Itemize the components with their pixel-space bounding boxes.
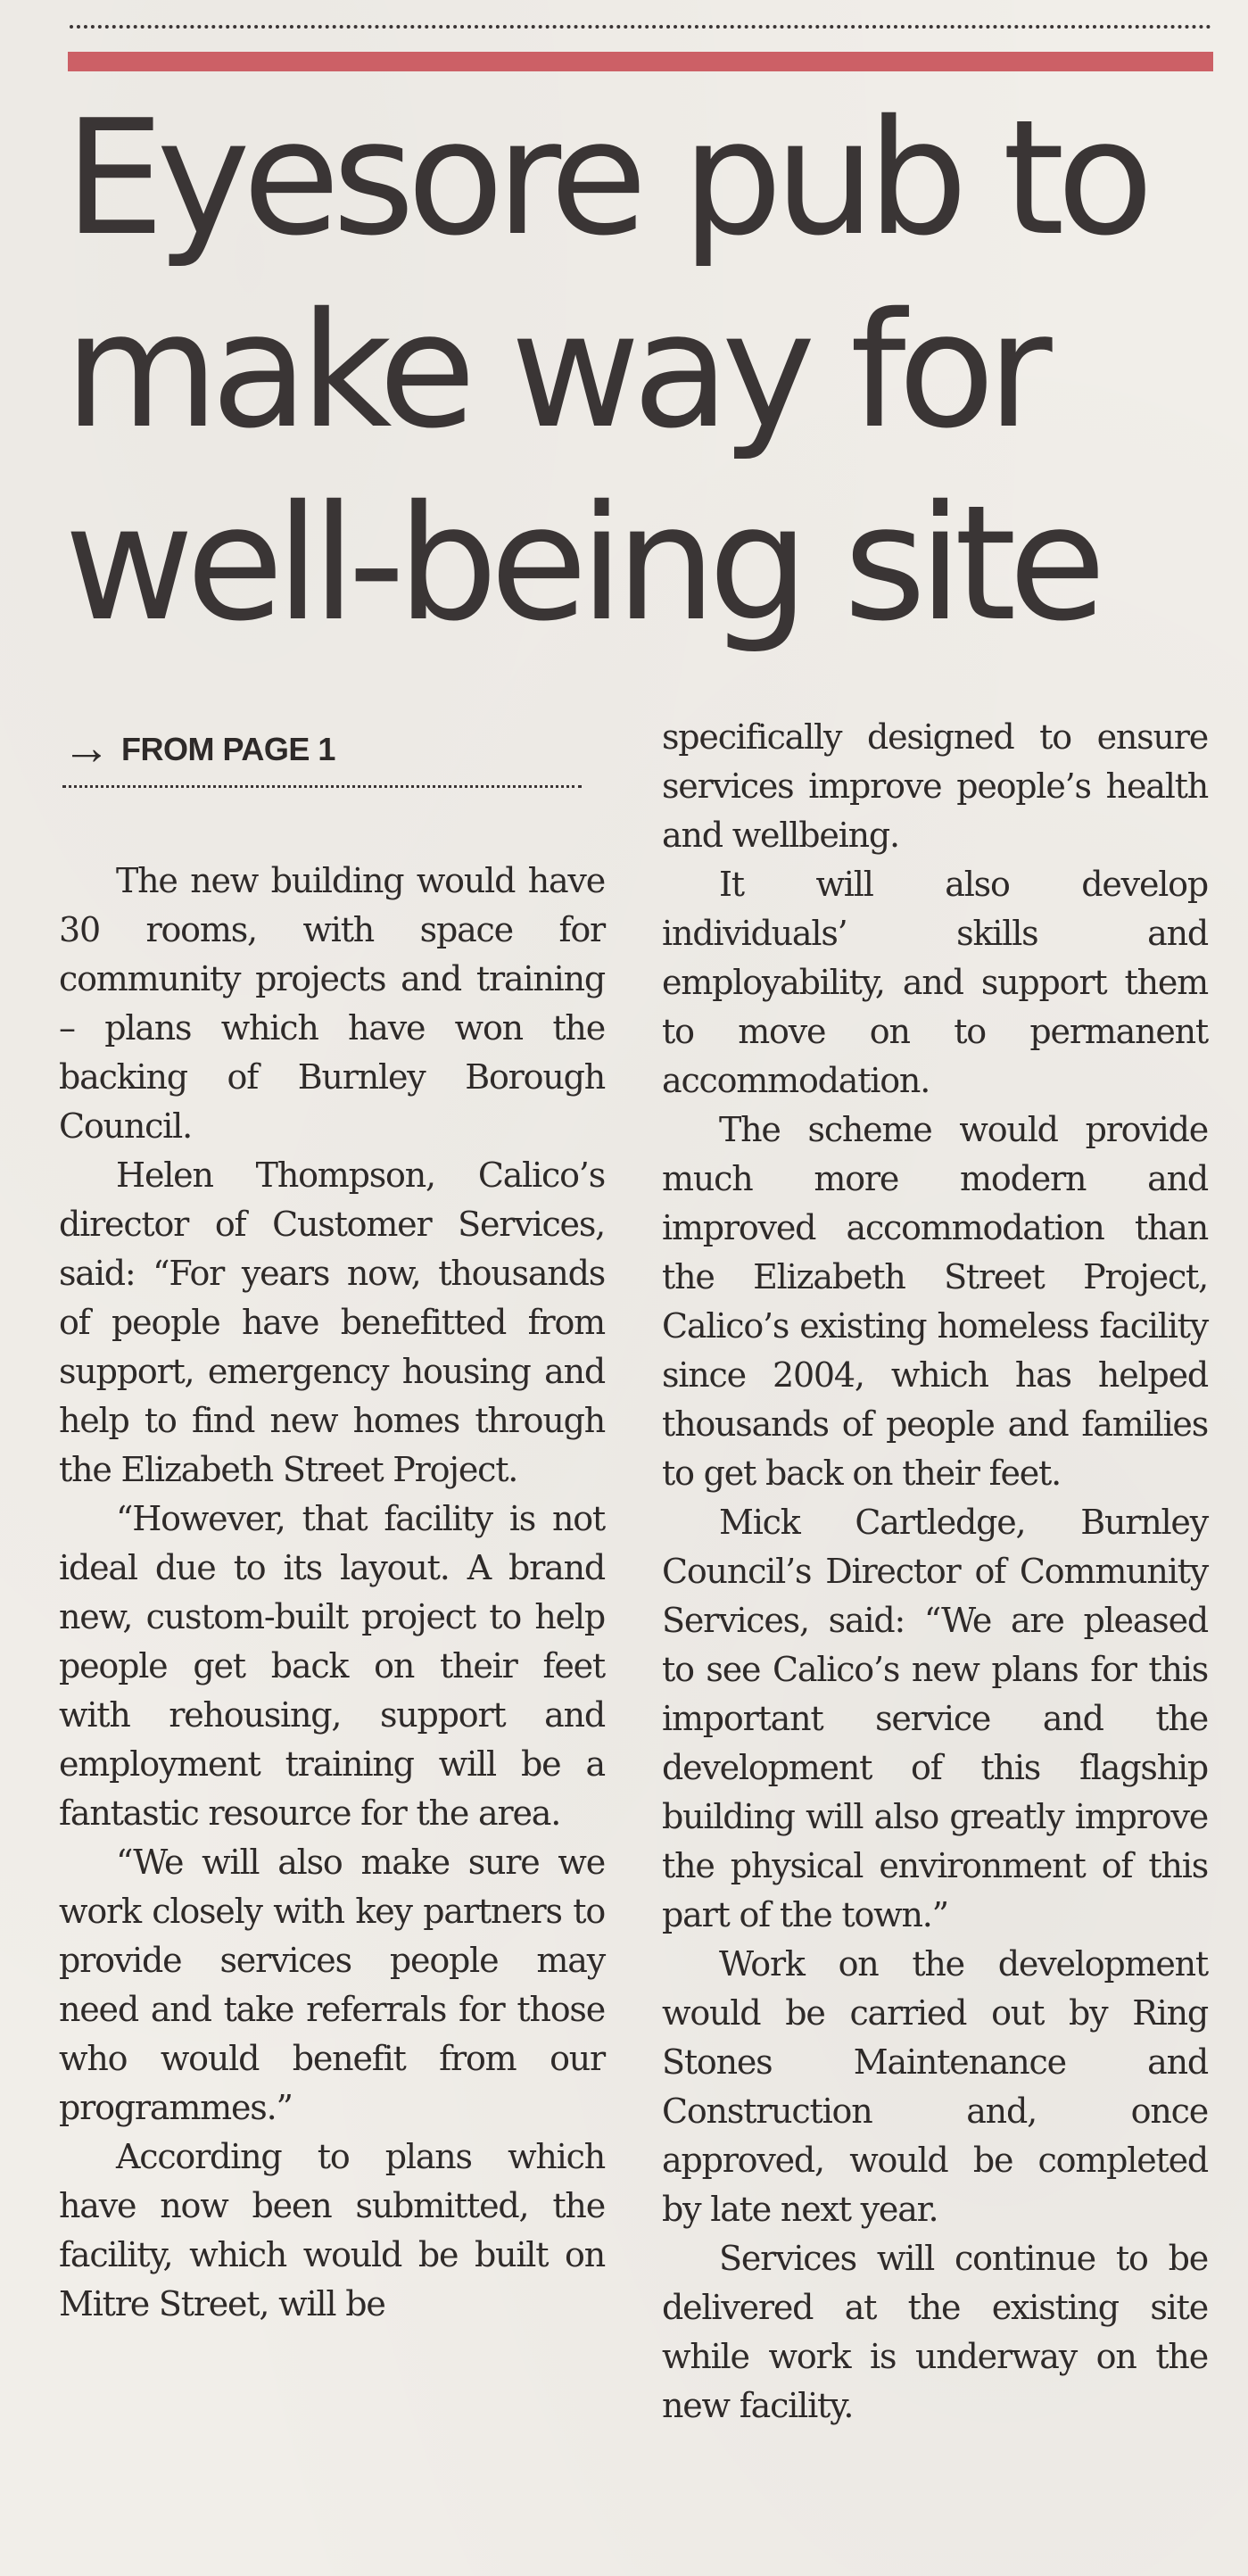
headline-line: make way for xyxy=(64,278,1045,463)
headline-line: well-being site xyxy=(64,471,1099,656)
paragraph: “However, that facility is not ideal due to its layout. A brand new, custom-built project to help people get back on their feet with rehousing, support and employment training will be a fantastic resource for the area. xyxy=(59,1499,605,1833)
paragraph: Mick Cartledge, Burnley Council’s Director of Community Services, said: “We are pleased to see Calico’s new plans for this important service and the development of this flagship building will also greatly improve the physical environment of this part of the town.” xyxy=(662,1503,1208,1934)
dotted-divider xyxy=(70,25,1211,29)
red-rule xyxy=(68,52,1213,71)
paragraph: specifically designed to ensure services improve people’s health and wellbeing. xyxy=(662,717,1208,855)
headline xyxy=(64,82,1224,660)
paragraph: According to plans which have now been submitted, the facility, which would be built on Mitre Street, will be xyxy=(59,2137,605,2323)
paragraph: The new building would have 30 rooms, with space for community projects and training – plans which have won the backing of Burnley Borough Council. xyxy=(59,861,605,1146)
continued-from-kicker xyxy=(62,721,582,788)
paragraph: “We will also make sure we work closely with key partners to provide services people may need and take referrals for those who would benefit from our programmes.” xyxy=(59,1843,605,2127)
left-column xyxy=(59,857,605,2329)
right-column xyxy=(662,713,1208,2431)
paragraph: The scheme would provide much more modern and improved accommodation than the Elizabeth Street Project, Calico’s existing homeless facility since 2004, which has helped thousands of people and families to get back on their feet. xyxy=(662,1110,1208,1493)
paragraph: Work on the development would be carried out by Ring Stones Maintenance and Construction and, once approved, would be completed by late next year. xyxy=(662,1944,1208,2229)
arrow-right-icon: → xyxy=(62,721,111,774)
headline-line: Eyesore pub to xyxy=(64,86,1146,270)
paragraph: Helen Thompson, Calico’s director of Customer Services, said: “For years now, thousands of people have benefitted from support, emergency housing and help to find new homes through the Elizabeth Street Project. xyxy=(59,1155,605,1489)
paragraph: It will also develop individuals’ skills and employability, and support them to move on to permanent accommodation. xyxy=(662,865,1208,1100)
kicker-label: FROM PAGE 1 xyxy=(121,731,335,767)
paragraph: Services will continue to be delivered at the existing site while work is underway on the new facility. xyxy=(662,2239,1208,2425)
